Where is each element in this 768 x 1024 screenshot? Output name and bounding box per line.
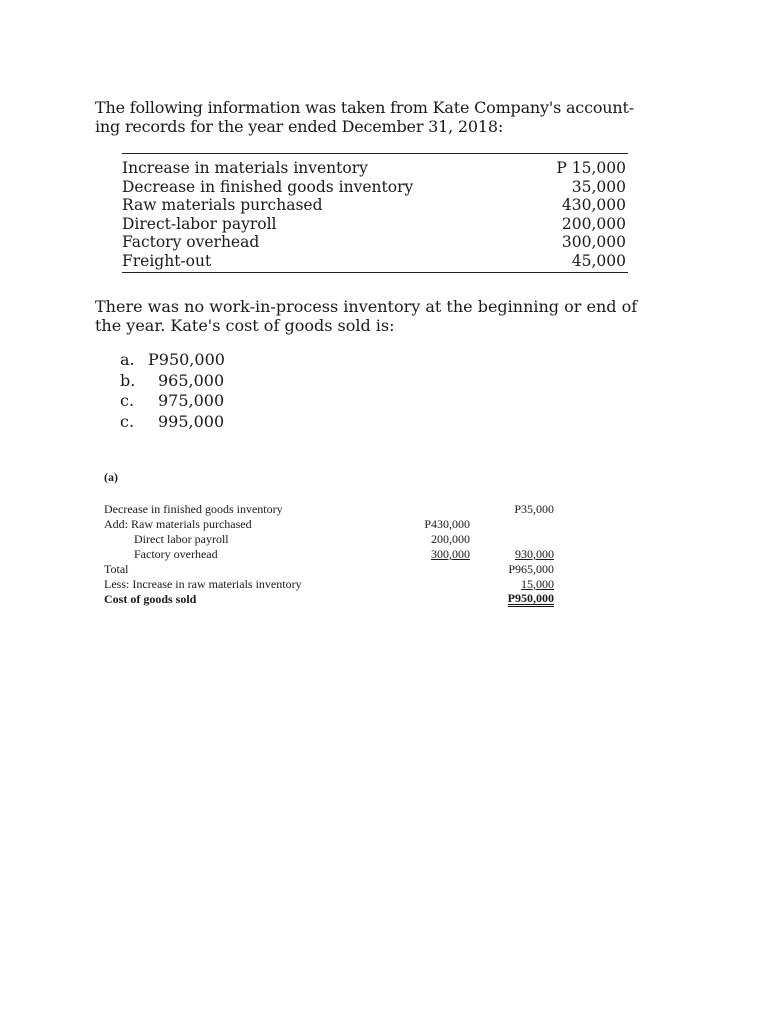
account-data-table xyxy=(122,153,628,273)
item-label: Factory overhead xyxy=(122,233,260,251)
choice-value: 975,000 xyxy=(158,391,225,410)
choice-c xyxy=(120,391,248,412)
item-label: Decrease in finished goods inventory xyxy=(122,177,414,196)
table-row xyxy=(122,215,628,234)
row-amount: P430,000 xyxy=(424,517,470,531)
choice-d xyxy=(120,412,248,433)
problem-intro: The following information was taken from Kate Company's account-ing records for the year ended December 31, 2018: xyxy=(95,98,634,136)
choice-value: 965,000 xyxy=(158,370,225,390)
item-value: 200,000 xyxy=(561,214,626,233)
choice-a xyxy=(120,350,248,371)
table-row xyxy=(122,233,628,252)
item-value: 35,000 xyxy=(571,177,626,196)
row-total: 930,000 xyxy=(515,547,554,561)
row-amount: 300,000 xyxy=(431,547,470,561)
answer-label: (a) xyxy=(104,470,118,484)
item-value: 300,000 xyxy=(561,233,626,251)
problem-question: There was no work-in-process inventory at the beginning or end of the year. Kate's cost of goods sold is: xyxy=(95,297,638,335)
choice-b xyxy=(120,371,248,392)
row-total: 15,000 xyxy=(521,577,554,591)
table-row xyxy=(122,196,628,215)
item-value: 430,000 xyxy=(561,196,626,214)
problem-statement xyxy=(95,98,655,136)
table-row xyxy=(122,252,628,271)
choice-value: 995,000 xyxy=(158,411,225,431)
table-row xyxy=(104,577,554,592)
item-label: Freight-out xyxy=(122,251,212,270)
row-total: P35,000 xyxy=(514,502,554,516)
row-total: P950,000 xyxy=(507,591,554,605)
row-label: Less: Increase in raw materials inventory xyxy=(104,577,302,591)
table-row xyxy=(104,532,554,547)
row-label: Decrease in finished goods inventory xyxy=(104,502,283,516)
item-value: 45,000 xyxy=(571,251,626,270)
row-label: Direct labor payroll xyxy=(134,532,229,546)
row-label: Cost of goods sold xyxy=(104,592,197,606)
table-row xyxy=(104,517,554,532)
answer-choices xyxy=(120,350,248,432)
row-label: Factory overhead xyxy=(134,547,218,561)
table-row xyxy=(104,562,554,577)
item-value: P 15,000 xyxy=(556,159,626,177)
row-label: Total xyxy=(104,562,129,576)
row-amount: 200,000 xyxy=(431,532,470,546)
choice-letter: c. xyxy=(120,391,135,410)
table-row xyxy=(104,592,554,607)
row-label: Add: Raw materials purchased xyxy=(104,517,252,531)
row-total: P965,000 xyxy=(508,562,554,576)
item-label: Increase in materials inventory xyxy=(122,159,368,177)
choice-letter: a. xyxy=(120,350,135,369)
item-label: Raw materials purchased xyxy=(122,196,323,214)
table-row xyxy=(104,502,554,517)
choice-letter: c. xyxy=(120,411,135,431)
table-row xyxy=(122,178,628,197)
choice-letter: b. xyxy=(120,370,136,390)
table-row xyxy=(104,547,554,562)
choice-value: P950,000 xyxy=(148,350,225,369)
table-row xyxy=(122,159,628,178)
item-label: Direct-labor payroll xyxy=(122,214,277,233)
